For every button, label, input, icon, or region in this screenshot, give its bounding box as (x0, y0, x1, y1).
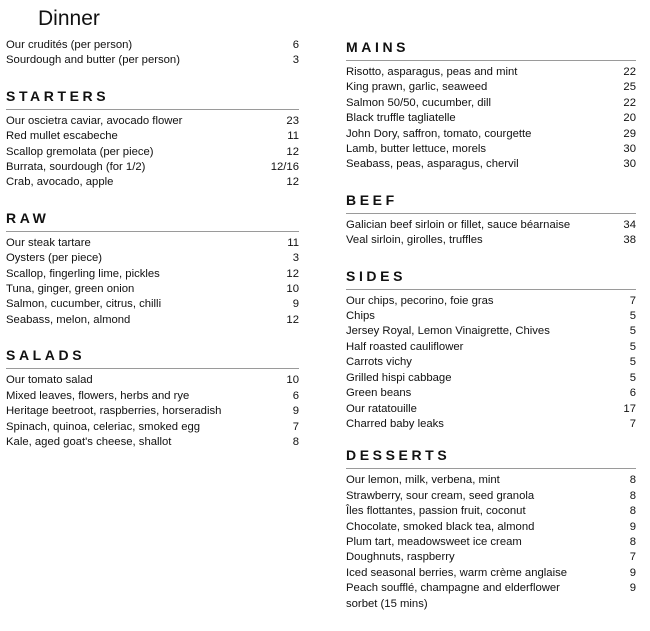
item-price: 22 (623, 66, 636, 78)
item-name: Chips (346, 310, 375, 323)
item-name: Green beans (346, 387, 412, 400)
item-price: 8 (629, 505, 636, 518)
item-price: 5 (629, 340, 636, 353)
left-column (6, 38, 299, 450)
item-name: King prawn, garlic, seaweed (346, 81, 488, 94)
item-name: Our tomato salad (6, 374, 93, 387)
item-price: 12/16 (270, 161, 299, 174)
menu-item (6, 114, 299, 129)
menu-item (6, 236, 299, 251)
item-price: 8 (629, 489, 636, 502)
item-name: Our lemon, milk, verbena, mint (346, 474, 500, 487)
menu-item (346, 581, 636, 612)
item-price: 7 (629, 294, 636, 307)
item-name: Chocolate, smoked black tea, almond (346, 520, 535, 533)
menu-item (6, 175, 299, 190)
item-name: Heritage beetroot, raspberries, horseradish (6, 405, 222, 418)
item-name: Carrots vichy (346, 356, 412, 369)
section-beef (346, 191, 636, 249)
item-name: Kale, aged goat's cheese, shallot (6, 435, 172, 448)
menu-item (346, 473, 636, 488)
item-price: 11 (287, 236, 299, 249)
item-price: 6 (629, 387, 636, 400)
item-name: Seabass, peas, asparagus, chervil (346, 158, 519, 171)
item-name: Our oscietra caviar, avocado flower (6, 114, 183, 127)
item-price: 6 (292, 389, 299, 402)
menu-item (346, 535, 636, 550)
item-price: 5 (629, 325, 636, 338)
menu-item (346, 96, 636, 111)
menu-item (346, 218, 636, 233)
menu-item (346, 142, 636, 157)
item-price: 5 (629, 310, 636, 323)
menu-item (346, 371, 636, 386)
item-price: 7 (629, 551, 636, 564)
item-price: 38 (623, 234, 636, 247)
menu-item (346, 417, 636, 432)
item-price: 30 (623, 143, 636, 156)
menu-item (346, 324, 636, 339)
section-raw (6, 209, 299, 328)
section-starters (6, 87, 299, 191)
menu-item (6, 251, 299, 266)
menu-item (346, 65, 636, 80)
section-title: RAW (6, 209, 299, 232)
item-price: 9 (629, 582, 636, 595)
item-price: 9 (292, 405, 299, 418)
item-name: Black truffle tagliatelle (346, 112, 456, 125)
section-title: MAINS (346, 38, 636, 61)
item-name: Salmon 50/50, cucumber, dill (346, 96, 492, 109)
item-price: 12 (286, 267, 299, 280)
item-name: Half roasted cauliflower (346, 340, 464, 353)
menu-item (6, 297, 299, 312)
item-price: 25 (623, 81, 636, 94)
item-name: Our crudités (per person) (6, 39, 133, 51)
menu-item (6, 38, 299, 53)
menu-item (6, 145, 299, 160)
item-name: Scallop, fingerling lime, pickles (6, 267, 160, 280)
item-price: 9 (292, 298, 299, 311)
section-title: BEEF (346, 191, 636, 214)
menu-item (346, 355, 636, 370)
menu-item (346, 294, 636, 309)
section-mains (346, 38, 636, 173)
menu-item (346, 489, 636, 504)
section-desserts (346, 446, 636, 612)
menu-item (346, 402, 636, 417)
item-price: 12 (286, 145, 299, 158)
item-name: Grilled hispi cabbage (346, 371, 452, 384)
item-price: 5 (629, 371, 636, 384)
menu-item (346, 157, 636, 172)
right-column (346, 38, 636, 612)
item-name: Mixed leaves, flowers, herbs and rye (6, 389, 190, 402)
section-sides (346, 267, 636, 433)
menu-item (346, 233, 636, 248)
item-name: Our chips, pecorino, foie gras (346, 294, 494, 307)
item-price: 23 (286, 114, 299, 127)
menu-item (6, 373, 299, 388)
item-price: 12 (286, 313, 299, 326)
item-name: Lamb, butter lettuce, morels (346, 143, 487, 156)
section-title: STARTERS (6, 87, 299, 110)
item-name: Plum tart, meadowsweet ice cream (346, 535, 522, 548)
menu-item (346, 127, 636, 142)
item-price: 12 (286, 176, 299, 189)
item-name: Our ratatouille (346, 402, 417, 415)
menu-item (346, 550, 636, 565)
item-price: 5 (629, 356, 636, 369)
menu-item (346, 504, 636, 519)
item-price: 11 (287, 130, 299, 143)
item-name: Jersey Royal, Lemon Vinaigrette, Chives (346, 325, 550, 338)
item-name: Scallop gremolata (per piece) (6, 145, 154, 158)
item-price: 34 (623, 218, 636, 231)
menu-item (6, 267, 299, 282)
item-name: Charred baby leaks (346, 417, 444, 430)
menu-item (6, 53, 299, 68)
menu-item (346, 520, 636, 535)
item-name: Galician beef sirloin or fillet, sauce béarnaise (346, 218, 571, 231)
item-name: Doughnuts, raspberry (346, 551, 455, 564)
item-name: Spinach, quinoa, celeriac, smoked egg (6, 420, 201, 433)
item-price: 9 (629, 566, 636, 579)
item-price: 8 (629, 474, 636, 487)
menu-title: Dinner (38, 7, 100, 30)
section-title: SALADS (6, 346, 299, 369)
menu-item (346, 80, 636, 95)
item-name: Seabass, melon, almond (6, 313, 131, 326)
item-price: 8 (629, 535, 636, 548)
item-name: Tuna, ginger, green onion (6, 283, 135, 296)
menu-item (346, 111, 636, 126)
item-price: 8 (292, 435, 299, 448)
item-price: 20 (623, 112, 636, 125)
item-name: Our steak tartare (6, 236, 91, 249)
item-price: 10 (286, 374, 299, 387)
menu-item (6, 313, 299, 328)
item-price: 30 (623, 158, 636, 171)
item-price: 10 (286, 283, 299, 296)
item-name: Iced seasonal berries, warm crème anglaise (346, 566, 568, 579)
section-title: SIDES (346, 267, 636, 290)
item-name: Salmon, cucumber, citrus, chilli (6, 298, 162, 311)
section-title: DESSERTS (346, 446, 636, 469)
item-price: 7 (629, 417, 636, 430)
item-price: 22 (623, 96, 636, 109)
item-price: 29 (623, 127, 636, 140)
menu-item (6, 282, 299, 297)
menu-item (6, 129, 299, 144)
item-name: Strawberry, sour cream, seed granola (346, 489, 535, 502)
item-price: 17 (623, 402, 636, 415)
menu-item (6, 435, 299, 450)
section-salads (6, 346, 299, 450)
menu-item (6, 420, 299, 435)
menu-item (6, 160, 299, 175)
item-name: John Dory, saffron, tomato, courgette (346, 127, 532, 140)
item-price: 9 (629, 520, 636, 533)
menu-item (346, 309, 636, 324)
item-price: 7 (292, 420, 299, 433)
item-name: Veal sirloin, girolles, truffles (346, 234, 483, 247)
item-name: Îles flottantes, passion fruit, coconut (346, 505, 526, 518)
item-name: Risotto, asparagus, peas and mint (346, 66, 518, 78)
menu-item (346, 386, 636, 401)
item-name: Sourdough and butter (per person) (6, 54, 180, 67)
menu-item (346, 340, 636, 355)
item-price: 6 (292, 39, 299, 51)
item-name: Red mullet escabeche (6, 130, 118, 143)
menu-item (346, 566, 636, 581)
item-name: Oysters (per piece) (6, 252, 103, 265)
item-name: Peach soufflé, champagne and elderflower sorbet (15 mins) (346, 582, 560, 610)
item-name: Burrata, sourdough (for 1/2) (6, 161, 146, 174)
item-price: 3 (292, 252, 299, 265)
menu-item (6, 389, 299, 404)
item-name: Crab, avocado, apple (6, 176, 114, 189)
intro-items (6, 38, 299, 69)
item-price: 3 (292, 54, 299, 67)
menu-item (6, 404, 299, 419)
